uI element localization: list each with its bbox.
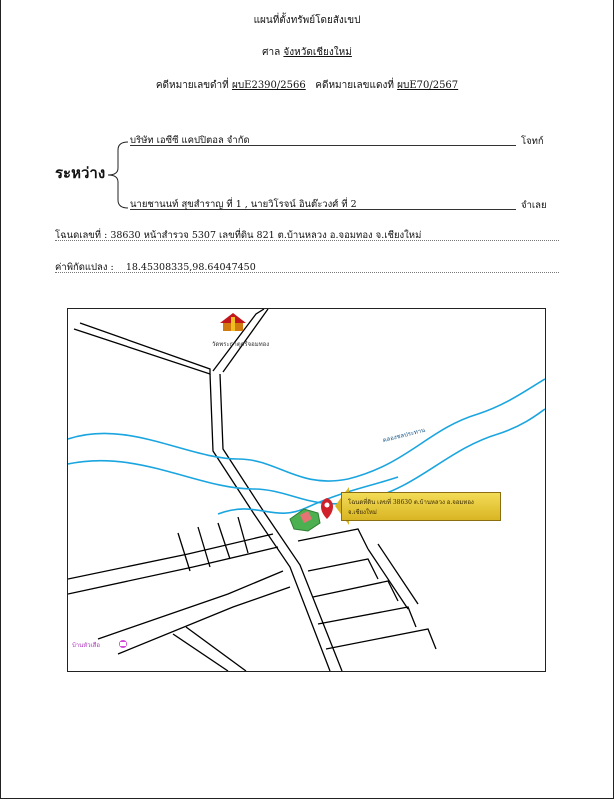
side-road-2: [198, 527, 210, 567]
roads: [68, 309, 436, 671]
coordinates-value: 18.45308335,98.64047450: [125, 262, 256, 273]
east-block-1: [298, 529, 368, 549]
river-middle: [68, 409, 545, 504]
village-label: บ้านหัวเสือ: [72, 642, 100, 649]
deed-label: โฉนดเลขที่ :: [55, 230, 108, 241]
black-case-number: ผบE2390/2566: [231, 80, 306, 91]
road-south-west-2b: [118, 587, 290, 654]
east-block-2: [308, 559, 378, 579]
defendant-name: นายชานนท์ สุขสำราญ ที่ 1 , นายวิโรจน์ อินต๊ะวงศ์ ที่ 2: [130, 197, 516, 210]
side-road-3: [218, 523, 230, 559]
plaintiff-name: บริษัท เอซีซี แคปปิตอล จำกัด: [130, 133, 516, 146]
temple-label: วัดพระธาตุศรีจอมทอง: [212, 341, 270, 348]
brace-icon: [104, 140, 130, 210]
court-prefix: ศาล: [262, 47, 281, 58]
defendant-role: จำเลย: [521, 200, 547, 211]
court-name: จังหวัดเชียงใหม่: [283, 47, 352, 58]
side-road-1: [178, 533, 190, 571]
coordinates-label: ค่าพิกัดแปลง :: [55, 262, 114, 273]
side-road-4: [238, 517, 248, 553]
coordinates-row: [55, 260, 559, 273]
red-case-label: คดีหมายเลขแดงที่: [315, 80, 394, 91]
road-north-west: [74, 323, 210, 374]
temple-icon: [220, 313, 246, 331]
plaintiff-role: โจทก์: [521, 136, 544, 147]
location-map: [67, 308, 546, 672]
east-block-5: [326, 629, 436, 649]
court-line: [0, 45, 614, 60]
east-block-4: [318, 607, 416, 627]
river-label: คลองชลประทาน: [381, 426, 426, 445]
between-label: ระหว่าง: [55, 164, 106, 182]
deed-row: [55, 228, 559, 241]
page-title: แผนที่ตั้งทรัพย์โดยสังเขป: [253, 15, 361, 26]
river-upper: [68, 379, 545, 481]
east-block-3: [313, 581, 398, 601]
map-drawing: [68, 309, 545, 671]
location-callout: โฉนดที่ดิน เลขที่ 38630 ต.บ้านหลวง อ.จอมทอง จ.เชียงใหม่: [341, 492, 501, 521]
location-pin-icon: [321, 498, 333, 519]
red-case-number: ผบE70/2567: [397, 80, 459, 91]
case-numbers: [0, 78, 614, 93]
main-road-inner: [220, 374, 342, 671]
deed-value: 38630 หน้าสำรวจ 5307 เลขที่ดิน 821 ต.บ้านหลวง อ.จอมทอง จ.เชียงใหม่: [110, 230, 422, 241]
black-case-label: คดีหมายเลขดำที่: [155, 80, 229, 91]
village-marker-icon: [119, 640, 127, 648]
